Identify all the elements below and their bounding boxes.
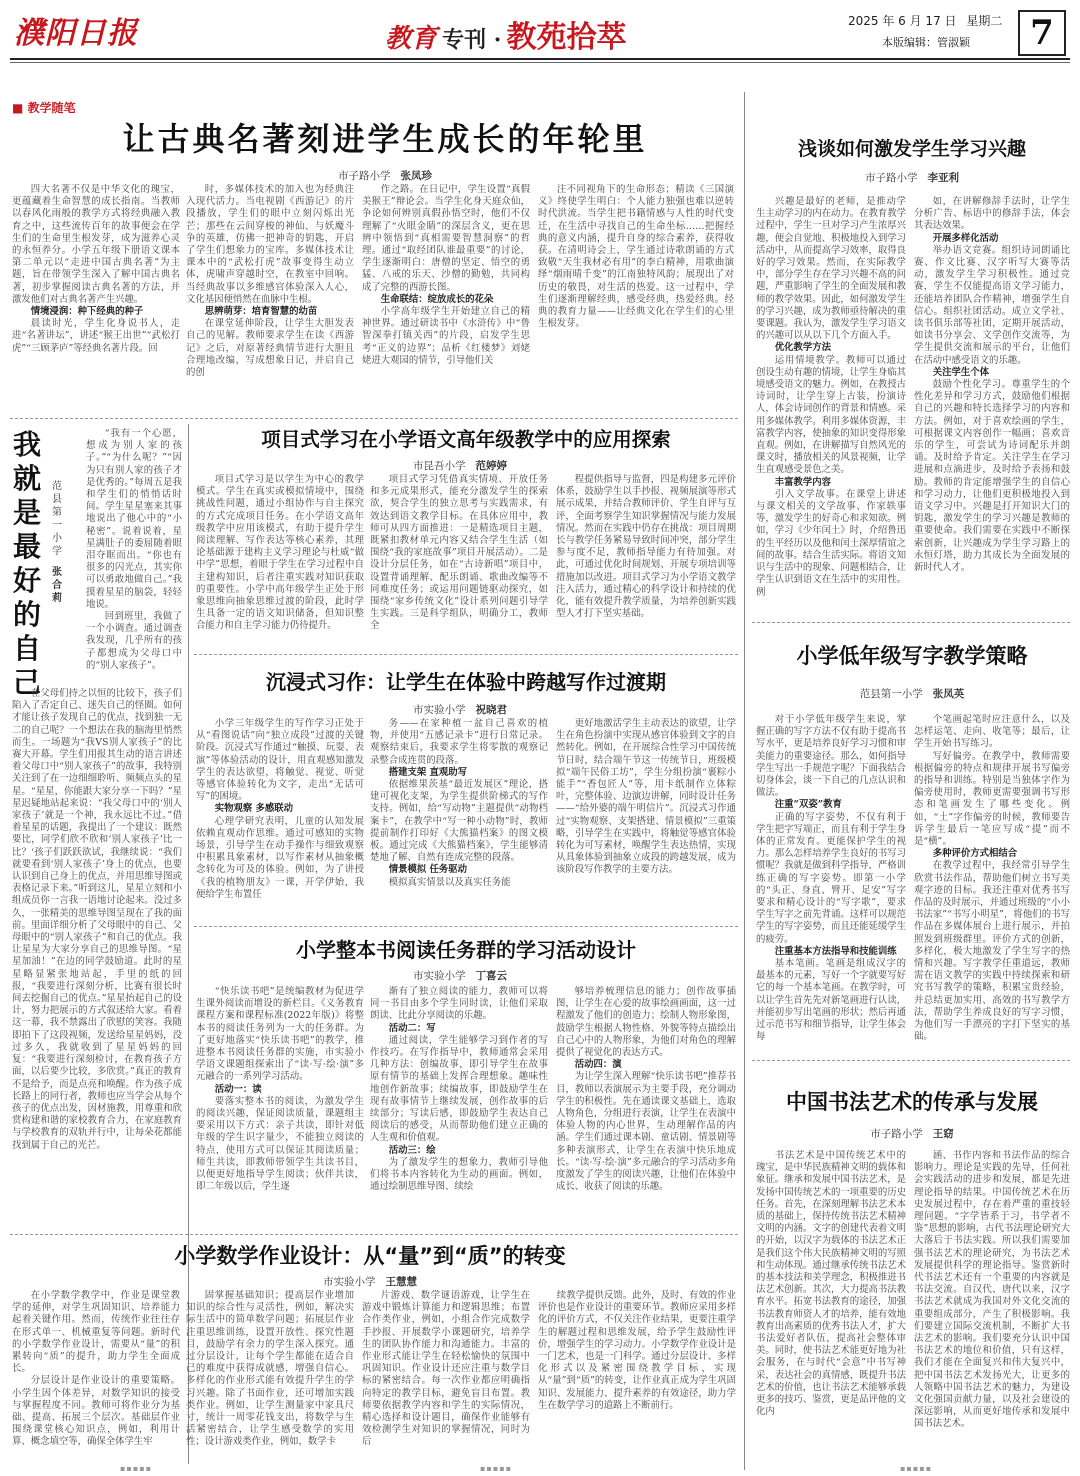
subheading: 思辨萌芽：培育智慧的幼苗	[204, 306, 318, 318]
paragraph: 够培养梳理信息的能力；创作故事插图，让学生在心爱的故事绘画画面，这一过程激发了他们的创造力；绘制人物形象图，鼓励学生根据人物性格、外貌等特点描绘出自己心中的人物形象，为他们对角色的理解提供了视觉化的表达方式。	[556, 986, 736, 1059]
paragraph: 在教学过程中，我经常引导学生欣赏书法作品，帮助他们树立书写美观字迹的目标。我还注重对优秀书写作品的及时展示，并通过班级的“小小书法家”“书写小明星”，将他们的书写作品在多媒体展台上进行展示，并拍照发到班级群里。评价方式的创新，多样化，极大地激发了学生写字的热情和兴趣。写字教学任重道远，教师需在语文教学的实践中持续探索和研究书写教学的策略，积累宝贵经验，并总结更加实用、高效的书写教学方法，帮助学生养成良好的写字习惯，为他们写一手漂亮的字打下坚实的基础。	[914, 860, 1070, 1043]
column-title: 教苑拾萃	[506, 20, 627, 55]
editor-name: 管淑颖	[937, 36, 970, 49]
paragraph: 分层设计是作业设计的重要策略。小学生因个体差异，对数学知识的接受与掌握程度不同。教师可将作业分为基础、提高、拓展三个层次。基础层作业围绕课堂核心知识点，例如，利用计算、概念填空等，确保全体学生牢	[12, 1375, 180, 1448]
section-divider	[752, 622, 1070, 623]
vertical-title	[12, 428, 44, 700]
subheading: 搭建支架 直观助写	[388, 766, 468, 778]
paragraph: 鼓励个性化学习。尊重学生的个性化差异和学习方式，鼓励他们根据自己的兴趣和特长选择学习的内容和方法。例如，对于喜欢绘画的学生，可根据课文内容创作一幅画；喜欢音乐的学生，可尝试为诗词配乐并朗诵。及时给予肯定。关注学生在学习进展和点滴进步，及时给予表扬和鼓励。教师的肯定能增强学生的自信心和学习动力，让他们更积极地投入到语文学习中。兴趣是打开知识大门的钥匙，激发学生的学习兴趣是教师的重要使命。我们需要在实践中不断探索创新，让兴趣成为学生学习路上的永恒灯塔，助力其成长为全面发展的新时代人才。	[914, 379, 1070, 574]
column-header	[385, 12, 627, 56]
article-text	[756, 196, 906, 618]
author-name: 王窈	[932, 1128, 954, 1140]
article-title: 小学整本书阅读任务群的学习活动设计	[296, 938, 636, 962]
subheading: 活动三：绘	[388, 1144, 436, 1156]
article-text	[12, 1290, 180, 1460]
article-title: 沉浸式习作：让学生在体验中跨越写作过渡期	[266, 670, 666, 694]
paragraph: 小学高年级学生开始建立自己的精神世界。通过研读书中《水浒传》中“鲁智深拳打镇关西”的片段，启发学生思考“正义的边界”；品析《红楼梦》刘姥姥进大观园的情节，引导他们关	[362, 306, 530, 366]
paragraph: 写好偏旁。在教学中，教师需要根据偏旁的特点和规律开展书写偏旁的指导和训练。特别是当独体字作为偏旁使用时，教师更需要强调书写形态和笔画发生了哪些变化。例如，“土”字作偏旁的时候，教师要告诉学生最后一笔应写成“提”而不是“横”。	[914, 750, 1070, 848]
section-divider	[194, 926, 738, 927]
paragraph: 心理学研究表明，儿童的认知发展依赖直观动作思维。通过可感知的实物场景，引导学生在动手操作与细致观察中积累具象素材，以写作素材从抽象概念转化为可及的体验。例如，为了讲授《我的植物朋友》一课，开学伊始，我便给学生布置任	[196, 815, 364, 900]
article-title: 小学低年级写字教学策略	[796, 644, 1028, 668]
author-school: 市实验小学	[323, 1276, 376, 1288]
author-name: 李亚利	[927, 172, 959, 184]
paragraph: “我有一个心愿，想成为别人家的孩子。”“为什么呢？”“因为只有别人家的孩子才是优秀的。”每周五是我和学生们的悄悄话时间。学生星星塞来其事地说出了他心中的“小秘密”。说着说着，星星满肚子的委屈随着眼泪夺眶而出。“你也有很多的闪光点，其实你可以勇敢地做自己。”我摸着星星的脑袋，轻轻地说。	[86, 428, 182, 610]
author-name: 张凤珍	[400, 170, 432, 182]
paragraph: 运用情境教学。教师可以通过创设生动有趣的情境，让学生身临其境感受语文的魅力。例如，在教授古诗词时，让学生穿上古装，扮演诗人，体会诗词创作的背景和情感。采用多媒体教学。利用多媒体资源，丰富教学内容，使抽象的知识变得形象直观。例如，在讲解描写自然风光的课文时，播放相关的风景视频，让学生直观感受景色之美。	[756, 354, 906, 476]
paragraph: 在父母们持之以恒的比较下，孩子们陷入了否定自己、迷失自己的怪圈。如何才能让孩子发现自己的优点，找到独一无二的自己呢？一个想法在我的脑海里悄然而生。一场题为“我VS别人家孩子”的比赛大开幕。学生们用报其生动的语言讲述着父母口中“别人家孩子”的故事，我特别关注到了在一边细细聆听、频频点头的星星。“星星，你能跟大家分享一下吗？”星星迟疑地站起来说：“我父母口中的‘别人家孩子’就是一个神，我永远比不过。”借着星星的话题，我提出了一个建议：既然要比，同学们欣不欣和‘别人家孩子’比一比？‘孩子们跃跃欲试，我继续说：“我们就要看到‘别人家孩子’身上的优点，也要认识到自己身上的优点，并用思维导图或表格记录下来。”听到这儿，星星立刻和小组成员你一言我一语地讨论起来。没过多久，一张精美的思维导图呈现在了我的面前。里面详细分析了父母眼中的自己、父母眼中的“别人家孩子”和自己的优点。我让星星为大家分享自己的思维导图。“星星加油！”在边的同学鼓励道。此时的星星略显紧张地站起，手里的纸的回报，“我要进行深刻分析，比赛有很长时间去挖掘自己的优点。”星星抬起自己的设计，努力把展示的方式叙述给大家。看着这一幕，我不禁露出了欣慰的笑容。我随即拍下了这段视频，发送给星星妈妈，没过多久，我就收到了星星妈妈的回复：“我要进行深刻检讨，在教育孩子方面，以后要少比较，多欣赏。”真正的教育不是给予，而是点亮和唤醒。作为孩子成长路上的同行者，教师也应当学会从每个孩子的优点出发，因材施教，用尊重和欣赏构建和谐的家校教育合力，在家庭教育与学校教育的双轨并行中，让每朵花都能找到属于自己的光芒。	[12, 688, 182, 1151]
paragraph: 项目式学习是以学生为中心的教学模式。学生在真实或模拟情境中，围绕挑战性问题，通过小组协作与自主探究的方式完成项目任务。在小学语文高年级教学中应用该模式，有助于提升学生阅读理解、写作表达等核心素养，其理论基础源于建构主义学习理论与杜威“做中学”思想，着眼于学生在学习过程中自主建构知识，后者注重实践对知识获取的重要性。小学中高年级学生正处于形象思维向抽象思维过渡的阶段，此时学生具备一定的语文知识储备，但知识整合能力和自主学习能力仍待提升。	[196, 474, 364, 632]
section-divider	[194, 654, 738, 655]
article-text	[362, 184, 530, 414]
paragraph: 时，多媒体技术的加入也为经典注入现代活力。当电视剧《西游记》的片段播放，学生们的眼中立刻闪烁出光芒；那些在云间穿梭的神仙、与妖魔斗争的英雄，仿佛一把神奇的钥匙，开启了学生们想象力的宝库。多媒体技术让课本中的“武松打虎”故事变得生动立体，虎啸声穿越时空，在教室中回响。当经典故事以多维感官体验深入人心，文化基因便悄然在血脉中生根。	[186, 184, 354, 305]
subheading: 优化教学方法	[774, 342, 832, 354]
paragraph: 兴趣是最好的老师，是推动学生主动学习的内在动力。在教育教学过程中，学生一旦对学习产生浓厚兴趣，便会自觉地、积极地投入到学习活动中，从而提高学习效率，取得良好的学习效果。然而，在实际教学中，部分学生存在学习兴趣不高的问题，严重影响了学生的全面发展和教师的教学效果。因此，如何激发学生的学习兴趣，成为教师亟待解决的重要课题。我认为，激发学生学习语文的兴趣可以从以下几个方面入手。	[756, 196, 906, 342]
author-school: 市实验小学	[413, 970, 466, 982]
article-text	[370, 986, 548, 1230]
editor-label: 本版编辑：	[882, 36, 937, 49]
subheading: 丰富教学内容	[774, 476, 832, 488]
paragraph: 注不同视角下的生命形态；精读《三国演义》终使学生明白：个人能力独强也难以逆转时代洪流。当学生把书籍情感与人性的时代变迁，在生活中寻找自己的生命坐标……把握经典的意义内涵，提升自身的综合素养，获得收获。在清明诗会上，学生通过诗歌朗诵的方式致敬“天生我材必有用”的李白精神，用歌曲演绎“烟雨晴千变”的江南独特风韵；展现出了对历史的敬畏，对生活的热爱。这一过程中，学生们逐渐理解经典，感受经典，热爱经典。经典的教育力量——让经典文化在学生们的心里生根发芽。	[538, 184, 734, 330]
paragraph: 如，在讲解修辞手法时，让学生分析广告、标语中的修辞手法，体会其表达效果。	[914, 196, 1070, 232]
paragraph: 正确的写字姿势，不仅有利于学生把字写端正，而且有利于学生身体的正常发育。更能保护学生的视力。那么怎样培养学生良好的书写习惯呢？我就是做到科学指导，严格训练正确的写字姿势。即第一小学的“头正、身直、臂开、足安”写字要求和精心设计的“写字歌”，要求学生写字之前先背诵。这样可以规范学生的写字姿势，而且还能延缓学生的疲劳。	[756, 811, 906, 945]
article-title: 小学数学作业设计：从“量”到“质”的转变	[174, 1244, 566, 1268]
subheading: 注重基本方法指导和技能训练	[774, 945, 897, 957]
article-text	[196, 986, 364, 1230]
paragraph: 书法艺术是中国传统艺术中的瑰宝，是中华民族精神文明的载体和象征。继承和发展中国书法艺术，是发扬中国传统艺术的一项重要的历史任务。首先，在深刻理解书法艺术本质的基础上，保持传统书法艺术精神文明的内涵。文字的创建代表着文明的开始，以汉字为载体的书法艺术正是我们这个伟大民族精神文明的写照和生动体现。通过继承传统书法艺术的基本技法和美学理念，积极推进书法艺术创新。其次，大力提高书法教育水平。拓宽书法教育的途径，加强书法教育师资人才的培养，能有效地教育出高素质的优秀书法人才，扩大书法爱好者队伍，提高社会整体审美。同时，使书法艺术能更好地为社会服务，在与时代“会意”中书写神采，表达社会的真情感，既提升书法艺术的价值，也让书法艺术能够承载更多的技巧、鉴赏，更是品评他的文化内	[756, 1150, 906, 1418]
paragraph: 模拟真实情景以及真实任务能	[388, 876, 511, 888]
article-title: 让古典名著刻进学生成长的年轮里	[122, 120, 648, 158]
editor-line	[882, 34, 970, 50]
article-byline	[270, 1274, 470, 1289]
weekday-text: 星期二	[966, 14, 1003, 28]
paragraph: 为了激发学生的想象力，教师引导他们将书本内容转化为生动的画面。例如，通过绘制思维导图、续绘	[370, 1156, 548, 1193]
paragraph: 晨读时光，学生化身说书人，走进“名著讲坛”，讲述“猴王出世”“武松打虎”“三顾茅庐”等经典名著片段。回	[12, 318, 180, 354]
author-school: 市子路小学	[865, 172, 918, 184]
paragraph: 举办语文竞赛。组织诗词朗诵比赛、作文比赛、汉字听写大赛等活动，激发学生学习积极性。通过竞赛，学生不仅能提高语文学习能力，还能培养团队合作精神，增强学生自信心。组织社团活动。成立文学社、读书俱乐部等社团，定期开展活动，如读书分享会、文学创作交流等，为学生提供交流和展示的平台，让他们在活动中感受语文的乐趣。	[914, 244, 1070, 366]
paragraph: 对于小学低年级学生来说，掌握正确的写字方法不仅有助于提高书写水平，更是培养良好学习习惯和审美能力的重要途径。那么，如何指导学生写出一手规范字呢？下面我结合切身体会，谈一下自己的几点认识和做法。	[756, 714, 906, 799]
paragraph: 在小学数学教学中，作业是课堂教学的延伸，对学生巩固知识、培养能力起着关键作用。然而，传统作业往往存在形式单一、机械重复等问题。新时代的小学数学作业设计，需要从“量”的积累转向“质”的提升，助力学生全面成长。	[12, 1290, 180, 1375]
article-text	[12, 184, 180, 414]
article-text	[556, 474, 736, 648]
footer-mark: ▪▪▪▪▪	[480, 1464, 513, 1473]
article-text	[556, 986, 736, 1230]
subheading: 注重“双姿”教育	[774, 799, 842, 811]
article-text	[914, 1150, 1070, 1462]
paragraph: 务——在家种植一盆自己喜欢的植物，并使用“五感记录卡”进行日常记录。观察结束后，我要求学生将零散的观察记录整合成连贯的段落。	[370, 718, 548, 766]
paragraph: 项目式学习凭借真实情境、开放任务和多元成果形式，能充分激发学生的探索欲，契合学生的独立思考与实践需求，有效达到语文教学目标。在具体应用中，教师可从四方面推进：一是精选项目主题，既紧扣教材单元内容又结合学生生活（如围绕“我的家庭故事”项目开展活动）。二是设计分层任务，如在“古诗新唱”项目中，设置背诵理解、配乐朗诵、歌曲改编等不同难度任务；或运用问题链驱动探究，如围绕“家乡传统文化”设计系列问题引导学生实践。三是科学组队，明确分工，教师全	[370, 474, 548, 632]
paragraph: 在课堂延伸阶段，让学生大胆发表自己的见解。教师要求学生在读《西游记》之后，对原著经典情节进行大胆且合理地改编，写成想象日记，并启自己的创	[186, 318, 354, 379]
paragraph: 片游戏、数学谜语游戏，让学生在游戏中锻炼计算能力和逻辑思维；布置合作类作业，例如，小组合作完成数学手抄报、开展数学小课题研究，培养学生的团队协作能力和沟通能力。丰富的作业形式能让学生在轻松愉快的氛围中巩固知识。作业设计还应注重与数学目标的紧密结合。每一次作业都应明确指向特定的教学目标，避免盲目布置。教师要依据教学内容和学生的实际情况，精心选择和设计题目，确保作业能够有效检测学生对知识的掌握情况，同时为后	[362, 1290, 530, 1448]
author-school: 市子路小学	[338, 170, 391, 182]
author-name: 范婷婷	[475, 460, 507, 472]
newspaper-logo: 濮阳日报	[14, 16, 138, 51]
author-school: 市昆吾小学	[413, 460, 466, 472]
column-label: 专刊 ·	[442, 27, 502, 53]
article-byline	[360, 702, 560, 717]
author-school: 范县第一小学	[52, 481, 62, 557]
footer-mark: ▪▪▪▪▪	[120, 1464, 153, 1473]
paragraph: 回到班里，我做了一个小调查。通过调查我发现，几乎所有的孩子都想成为父母口中的“别人家孩子”。	[86, 611, 182, 671]
author-name: 张合莉	[52, 567, 62, 604]
article-text	[86, 428, 182, 686]
paragraph: 引入文学故事。在课堂上讲述与课文相关的文学故事、作家轶事等，激发学生的好奇心和求知欲。例如，学习《少年闰土》时，介绍鲁迅的生平经历以及他和闰土深厚情谊之间的故事。结合生活实际。将语文知识与生活中的现象、问题相结合，让学生认识到语文在生活中的实用性。例	[756, 488, 906, 598]
author-name: 丁喜云	[475, 970, 507, 982]
article-text	[196, 718, 364, 922]
article-byline	[360, 458, 560, 473]
column-divider	[744, 92, 745, 1470]
article-title: 项目式学习在小学语文高年级教学中的应用探索	[261, 428, 671, 451]
paragraph: 小学三年级学生的写作学习正处于从“看图说话”向“独立成段”过渡的关键阶段。沉浸式写作通过“触摸、玩耍、表演”等体验活动的设计，用直观感知激发学生的表达欲望，将触觉、视觉、听觉等感官体验转化为文字，走出“无话可写”的困境。	[196, 718, 364, 803]
paragraph: 要落实整本书的阅读，为激发学生的阅读兴趣，保证阅读质量，课题组主要采用以下方式：亲子共读，即针对低年级的学生识字量少，不能独立阅读的特点，使用方式可以保证其阅读质量；师生共读，即教师带领学生共读书目，以便更好地指导学生阅读；伙伴共读，即二年级以后，学生逐	[196, 1095, 364, 1193]
article-title: 中国书法艺术的传承与发展	[786, 1090, 1038, 1114]
author-name: 祝晓君	[475, 704, 507, 716]
article-text	[370, 474, 548, 648]
subheading: 活动二：写	[388, 1022, 436, 1034]
paragraph: 个笔画起笔时应注意什么，以及怎样运笔、走向、收笔等；最后，让学生开始书写练习。	[914, 714, 1070, 750]
subheading: 活动一：读	[214, 1083, 262, 1095]
paragraph: 四大名著不仅是中华文化的瑰宝，更蕴藏着生命智慧的成长指南。当教师以春风化雨般的教学方式将经典融入教育之中，这些流传百年的故事便会在学生们的生命里生根发芽，成为滋养心灵的永恒养分。小学五年级下册语文课本第二单元以“走进中国古典名著”为主题，旨在带领学生深入了解中国古典名著，初步掌握阅读古典名著的方法，并激发他们对古典名著产生兴趣。	[12, 184, 180, 305]
article-byline	[812, 1126, 1012, 1141]
paragraph: 通过阅读，学生能够学习到作者的写作技巧。在写作指导中，教师通常会采用几种方法：创编故事，即引导学生在故事原有情节的基础上发挥合理想象。趣味性地创作新故事；续编故事，即鼓励学生在现有故事情节上继续发展，创作故事的后续部分；写读后感，即鼓励学生表达自己阅读后的感受，从而帮助他们建立正确的人生观和价值观。	[370, 1034, 548, 1144]
section-divider	[10, 418, 738, 419]
masthead	[0, 0, 1080, 60]
section-divider	[10, 1234, 738, 1235]
subheading: 实物观察 多感联动	[214, 803, 294, 815]
masthead-rule	[10, 58, 1070, 60]
article-text	[538, 1290, 736, 1460]
article-text	[914, 714, 1070, 1052]
paragraph: 更好地激活学生主动表达的欲望，让学生在角色扮演中实现从感官体验到文字的自然转化。例如，在开展综合性学习中国传统节日时，结合端午节这一传统节日，班级模拟“端午民俗工坊”，学生分组扮演“裹粽小能手”“香包匠人”等，用卡纸制作立体粽叶，完整体验、边演边讲解，同时设计任务——“给外婆的端午明信片”。沉浸式习作通过“实物观察、支架搭建、情景模拟”三重策略，引导学生在实践中，将触觉等感官体验转化为可写素材，唤醒学生表达热情，实现从具象体验到抽象立成段的跨越发展，成为该阶段写作教学的主要方法。	[556, 718, 736, 876]
article-byline	[812, 170, 1012, 185]
article-byline	[812, 686, 1012, 701]
paragraph: 固掌握基础知识；提高层作业增加知识的综合性与灵活性，例如，解决实际生活中的简单数学问题；拓展层作业注重思维训练，设置开放性、探究性题目，鼓励学有余力的学生深入探究。通过分层设计，让每个学生都能在适合自己的难度中获得成就感，增强自信心。多样化的作业形式能有效提升学生的学习兴趣。除了书面作业，还可增加实践类作业。例如，让学生测量家中家具尺寸，统计一周零花钱支出，将数学与生活紧密结合，让学生感受数学的实用性；设计游戏类作业，例如，数学卡	[186, 1290, 354, 1448]
paragraph: 续教学提供反馈。此外，及时、有效的作业评价也是作业设计的重要环节。教师应采用多样化的评价方式，不仅关注作业结果，更要注重学生的解题过程和思维发展，给予学生鼓励性评价，增强学生的学习动力。小学数学作业设计是一门艺术，也是一门科学。通过分层设计、多样化形式以及紧密围绕教学目标，实现从“量”到“质”的转变，让作业真正成为学生巩固知识、发展能力、提升素养的有效途径，助力学生在数学学习的道路上不断前行。	[538, 1290, 736, 1411]
article-text	[556, 718, 736, 922]
article-text	[362, 1290, 530, 1460]
subheading: 活动四：演	[574, 1059, 622, 1071]
article-text	[186, 1290, 354, 1460]
article-text	[756, 1150, 906, 1462]
article-byline	[260, 168, 510, 183]
paragraph: “快乐读书吧”是统编教材为促进学生课外阅读而增设的新栏目。《义务教育课程方案和课程标准(2022年版)》将整本书的阅读任务列为一大的任务群。为了更好地落实“快乐读书吧”的教学，推进整本书阅读任务群的实施，市实验小学语文课题组探索出了“读·写·绘·演”多元融合的一系列学习活动。	[196, 986, 364, 1083]
issue-date	[848, 12, 1002, 29]
article-byline	[360, 968, 560, 983]
paragraph: 涵、书作内容和书法作品的综合影响力。理论是实践的先导，任何社会实践活动的进步和发展，都是先进理论指导的结果。中国传统艺术在历史发展过程中，存在着严重的重技轻理问题。“字学皆系于习，书学者不鉴”思想的影响，古代书法理论研究大大落后于书法实践。所以我们需要加强书法艺术的理论研究，为书法艺术发展提供科学的理论指导。鉴赏新时代书法艺术还有一个重要的内容就是书法交流。自汉代、唐代以来，汉字书法艺术就成为我国对外文化交流的重要组成部分，产生了积极影响。我们要建立国际交流机制，不断扩大书法艺术的影响。我们要充分认识中国书法艺术的地位和价值，只有这样，我们才能在全面复兴和伟大复兴中，把中国书法艺术发扬光大，让更多的人领略中国书法艺术的魅力，为建设文化强国贡献力量，以及社会建设的深远影响，从而更好地传承和发展中国书法艺术。	[914, 1150, 1070, 1430]
subheading: 开展多样化活动	[932, 232, 999, 244]
paragraph: 作之路。在日记中，学生设置“真假美猴王”辩论会。当学生化身天庭众仙，争论如何辨别真假孙悟空时，他们不仅理解了“火眼金睛”的深层含义，更在思辨中领悟到“真相需要智慧洞察”的哲理。通过“取经团队谁最重要”的讨论，学生逐渐明白：唐僧的坚定、悟空的勇猛、八戒的乐天、沙僧的勤勉，共同构成了完整的西游长图。	[362, 184, 530, 293]
paragraph: 为让学生深入理解“快乐读书吧”推荐书目，教师以表演展示为主要手段，充分调动学生的积极性。先在通读课文基础上，选取人物角色，分组进行表演，让学生在表演中体验人物的内心世界，生动理解作品的内涵。学生们通过课本剧、童话剧、情景剧等多种表演形式，让学生在表演中快乐地成长。“读·写·绘·演”多元融合的学习活动多角度激发了学生的阅读兴趣，让他们在体验中成长、收获了阅读的乐趣。	[556, 1071, 736, 1193]
article-text	[370, 718, 548, 922]
article-text	[186, 184, 354, 414]
article-title: 我就是最好的自己	[12, 428, 41, 699]
paragraph: 依据维果茨基“最近发展区”理论，搭建可视化支架，为学生提供阶梯式的写作支持。例如，给“写动物”主题提供“动物档案卡”，在教学中“写一种小动物”时，教师提前制作打印好《大熊猫档案》的图文模板。通过完成《大熊猫档案》，学生能够清楚地了解、自然有连成完整的段落。	[370, 779, 548, 864]
paragraph: 基本笔画。笔画是组成汉字的最基本的元素，写好一个字就要写好它的每一个基本笔画。在教学时，可以让学生首先先对新笔画进行认读，并能初步写出笔画的形状；然后再通过示范书写和细节指导，让学生体会每	[756, 958, 906, 1043]
author-name: 王慧慧	[385, 1276, 417, 1288]
subheading: 关注学生个体	[932, 366, 990, 378]
column-prefix: 教育	[385, 24, 438, 54]
section-tag: ■ 教学随笔	[12, 101, 76, 115]
vertical-byline	[52, 480, 66, 605]
section-divider	[752, 1060, 1070, 1061]
subheading: 多种评价方式相结合	[932, 848, 1018, 860]
paragraph: 程提供指导与监督，四是构建多元评价体系，鼓励学生以手抄报、视频展演等形式展示成果，并结合教师评价、学生自评与互评，全面考察学生知识掌握情况与能力发展情况。然而在实践中仍存在挑战：项目周期长与教学任务紧易导致时间冲突，部分学生参与度不足，教师指导能力有待加强。对此，可通过优化时间规划、开展专项培训等措施加以改进。项目式学习为小学语文教学注入活力，通过精心的科学设计和持续的优化，能有效提升教学质量，为培养创新实践型人才打下坚实基础。	[556, 474, 736, 620]
author-name: 张凤英	[932, 688, 965, 700]
author-school: 市子路小学	[870, 1128, 923, 1140]
paragraph: 渐有了独立阅读的能力，教师可以将同一书目由多个学生同时读，让他们采取朗读、比此分享阅读的乐趣。	[370, 986, 548, 1022]
date-text: 2025 年 6 月 17 日	[848, 14, 957, 28]
subheading: 情境浸润：种下经典的种子	[30, 306, 144, 318]
article-text	[914, 196, 1070, 618]
author-school: 市实验小学	[413, 704, 466, 716]
subheading: 生命联结：绽放成长的花朵	[380, 293, 494, 305]
page-number: 7	[1018, 10, 1066, 56]
article-text	[538, 184, 734, 414]
footer-mark: ▪▪▪▪▪	[900, 1464, 933, 1473]
article-title: 浅谈如何激发学生学习兴趣	[797, 138, 1026, 160]
article-text	[196, 474, 364, 648]
masthead-rule-thin	[10, 62, 1070, 63]
author-school: 范县第一小学	[859, 688, 923, 700]
article-text	[756, 714, 906, 1052]
subheading: 情景模拟 任务驱动	[388, 864, 468, 876]
